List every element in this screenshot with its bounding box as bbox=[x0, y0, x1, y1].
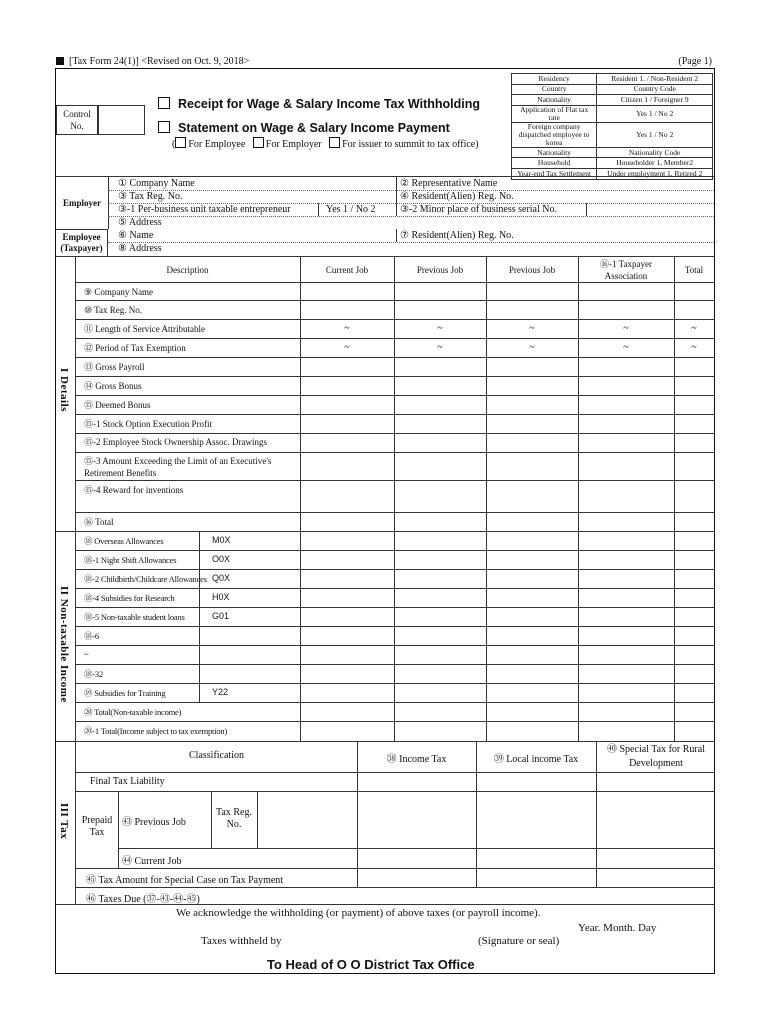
details-row-label: ⑨ Company Name bbox=[84, 287, 154, 297]
special-case-label: ㊺ Tax Amount for Special Case on Tax Payment bbox=[86, 875, 284, 886]
tilde-mark: ~ bbox=[529, 342, 535, 353]
withheld-by-label: Taxes withheld by bbox=[201, 935, 282, 947]
residency-value[interactable]: Nationality Code bbox=[597, 147, 713, 158]
employee-address-label: ⑧ Address bbox=[118, 243, 162, 254]
tilde-mark: ~ bbox=[623, 342, 629, 353]
details-header: Previous Job bbox=[508, 265, 556, 275]
nontax-row-label: ⑱-6 bbox=[84, 631, 99, 641]
special-tax-header: ㊵ Special Tax for Rural Development bbox=[607, 744, 705, 769]
residency-key: Nationality bbox=[512, 95, 597, 106]
employee-label: Employee (Taxpayer) bbox=[56, 229, 108, 256]
acknowledgement-text: We acknowledge the withholding (or payment) of above taxes (or payroll income). bbox=[176, 907, 541, 919]
income-tax-header: ㊳ Income Tax bbox=[386, 754, 447, 765]
details-row-label: ⑯ Total bbox=[84, 517, 114, 527]
residency-row bbox=[512, 122, 713, 147]
nontax-row-label: ⑱ Overseas Allowances bbox=[84, 536, 164, 546]
nontax-row-label: ~ bbox=[84, 649, 89, 659]
residency-key: Year-end Tax Settlement bbox=[512, 168, 597, 179]
taxes-due-label: ㊻ Taxes Due (㊲-㊸-㊹-㊺) bbox=[86, 894, 200, 905]
title-statement: Statement on Wage & Salary Income Payment bbox=[158, 121, 450, 135]
residency-key: Nationality bbox=[512, 147, 597, 158]
residency-value[interactable]: Yes 1 / No 2 bbox=[597, 105, 713, 122]
nontax-code: O0X bbox=[212, 554, 231, 564]
residency-value[interactable]: Yes 1 / No 2 bbox=[597, 122, 713, 147]
residency-row bbox=[512, 74, 713, 85]
tilde-mark: ~ bbox=[691, 323, 697, 334]
residency-key: Country bbox=[512, 84, 597, 95]
nontax-row-label: ⑱-5 Non-taxable student loans bbox=[84, 612, 185, 622]
statement-checkbox[interactable] bbox=[158, 121, 170, 133]
title-receipt: Receipt for Wage & Salary Income Tax Withholding bbox=[158, 97, 480, 111]
residency-row bbox=[512, 95, 713, 106]
for-employee-checkbox[interactable] bbox=[175, 137, 186, 148]
residency-row bbox=[512, 105, 713, 122]
details-row-label: ⑮-2 Employee Stock Ownership Assoc. Drawings bbox=[84, 437, 267, 447]
tax-reg-label: ③ Tax Reg. No. bbox=[118, 191, 183, 202]
form-tag: [Tax Form 24(1)] <Revised on Oct. 9, 2018> bbox=[56, 56, 249, 67]
prev-job-label: ㊸ Previous Job bbox=[122, 817, 186, 828]
residency-key: Household bbox=[512, 158, 597, 169]
nontax-section bbox=[56, 531, 714, 742]
square-bullet-icon bbox=[56, 57, 64, 65]
details-row-label: ⑮-3 Amount Exceeding the Limit of an Executive's Retirement Benefits bbox=[84, 456, 272, 478]
tilde-mark: ~ bbox=[437, 342, 443, 353]
company-name-label: ① Company Name bbox=[118, 178, 195, 189]
nontax-section-label: II Non-taxable Income bbox=[58, 586, 70, 703]
tax-section bbox=[56, 741, 714, 905]
per-business-label: ③-1 Per-business unit taxable entrepreneur bbox=[118, 204, 291, 215]
nontax-code: G01 bbox=[212, 611, 230, 621]
local-tax-header: ㊴ Local income Tax bbox=[493, 754, 579, 765]
employer-address-label: ⑤ Address bbox=[118, 217, 162, 228]
nontax-row-label: ⑱-32 bbox=[84, 669, 104, 679]
details-row-label: ⑬ Gross Payroll bbox=[84, 362, 145, 372]
current-job-label: ㊹ Current Job bbox=[122, 856, 182, 867]
details-row-label: ⑪ Length of Service Attributable bbox=[84, 324, 205, 334]
employee-rid-label: ⑦ Resident(Alien) Reg. No. bbox=[400, 230, 514, 241]
details-header: Total bbox=[684, 265, 704, 275]
details-header: Current Job bbox=[325, 265, 369, 275]
details-header: ⑯-1 Taxpayer Association bbox=[600, 259, 652, 281]
employee-name-label: ⑥ Name bbox=[118, 230, 154, 241]
control-no-label: Control No. bbox=[56, 105, 98, 135]
control-no-field[interactable] bbox=[98, 105, 145, 135]
nontax-code: H0X bbox=[212, 592, 230, 602]
employer-label: Employer bbox=[56, 177, 109, 229]
residency-row bbox=[512, 147, 713, 158]
per-business-yes-no[interactable]: Yes 1 / No 2 bbox=[326, 204, 376, 215]
details-header: Description bbox=[166, 265, 209, 275]
residency-table bbox=[511, 73, 713, 180]
tax-section-label: III Tax bbox=[58, 803, 70, 840]
receipt-checkbox[interactable] bbox=[158, 97, 170, 109]
details-row-label: ⑮-1 Stock Option Execution Profit bbox=[84, 419, 212, 429]
tilde-mark: ~ bbox=[691, 342, 697, 353]
nontax-code: Y22 bbox=[212, 687, 229, 697]
details-row-label: ⑮-4 Reward for inventions bbox=[84, 485, 184, 495]
details-section-label: I Details bbox=[58, 368, 70, 412]
parties-block bbox=[56, 176, 714, 257]
tilde-mark: ~ bbox=[437, 323, 443, 334]
page-label: (Page 1) bbox=[678, 56, 712, 67]
residency-value[interactable]: Resident 1. / Non-Resident 2 bbox=[597, 74, 713, 85]
tilde-mark: ~ bbox=[623, 323, 629, 334]
minor-place-label: ③-2 Minor place of business serial No. bbox=[400, 204, 557, 215]
details-row-label: ⑩ Tax Reg. No. bbox=[84, 305, 143, 315]
employer-rid-label: ④ Resident(Alien) Reg. No. bbox=[400, 191, 514, 202]
details-section bbox=[56, 256, 714, 532]
tilde-mark: ~ bbox=[344, 323, 350, 334]
residency-value[interactable]: Under employment 1, Retired 2 bbox=[597, 168, 713, 179]
details-row-label: ⑭ Gross Bonus bbox=[84, 381, 142, 391]
residency-key: Residency bbox=[512, 74, 597, 85]
residency-key: Foreign company dispatched employee to korea bbox=[512, 122, 597, 147]
tilde-mark: ~ bbox=[529, 323, 535, 334]
residency-value[interactable]: Citizen 1 / Foreigner 9 bbox=[597, 95, 713, 106]
residency-value[interactable]: Householder 1, Member2 bbox=[597, 158, 713, 169]
for-employer-checkbox[interactable] bbox=[253, 137, 264, 148]
nontax-row-label: ⑳-1 Total(Income subject to tax exemption) bbox=[84, 726, 228, 736]
purpose-line: ( For Employee For Employer For issuer to summit to tax office) bbox=[172, 139, 479, 150]
final-tax-label: Final Tax Liability bbox=[90, 776, 165, 787]
residency-value[interactable]: Country Code bbox=[597, 84, 713, 95]
nontax-code: Q0X bbox=[212, 573, 231, 583]
nontax-row-label: ⑱-2 Childbirth/Childcare Allowances bbox=[84, 574, 207, 584]
tax-office-title: To Head of O O District Tax Office bbox=[267, 957, 475, 972]
tilde-mark: ~ bbox=[344, 342, 350, 353]
signature-label: (Signature or seal) bbox=[478, 935, 560, 947]
classification-header: Classification bbox=[189, 750, 244, 761]
nontax-row-label: ⑱-4 Subsidies for Research bbox=[84, 593, 175, 603]
date-label: Year. Month. Day bbox=[578, 922, 657, 934]
details-row-label: ⑮ Deemed Bonus bbox=[84, 400, 151, 410]
residency-row bbox=[512, 84, 713, 95]
prepaid-tax-label: Prepaid Tax bbox=[81, 815, 113, 838]
nontax-code: M0X bbox=[212, 535, 231, 545]
nontax-row-label: ⑱-1 Night Shift Allowances bbox=[84, 555, 177, 565]
for-issuer-checkbox[interactable] bbox=[329, 137, 340, 148]
rep-name-label: ② Representative Name bbox=[400, 178, 498, 189]
details-row-label: ⑫ Period of Tax Exemption bbox=[84, 343, 186, 353]
details-header: Previous Job bbox=[416, 265, 464, 275]
nontax-row-label: ⑳ Total(Non-taxable income) bbox=[84, 707, 182, 717]
nontax-row-label: ⑲ Subsidies for Training bbox=[84, 688, 166, 698]
residency-row bbox=[512, 158, 713, 169]
residency-key: Application of Flat tax rate bbox=[512, 105, 597, 122]
tax-reg-no-label: Tax Reg. No. bbox=[216, 807, 252, 830]
